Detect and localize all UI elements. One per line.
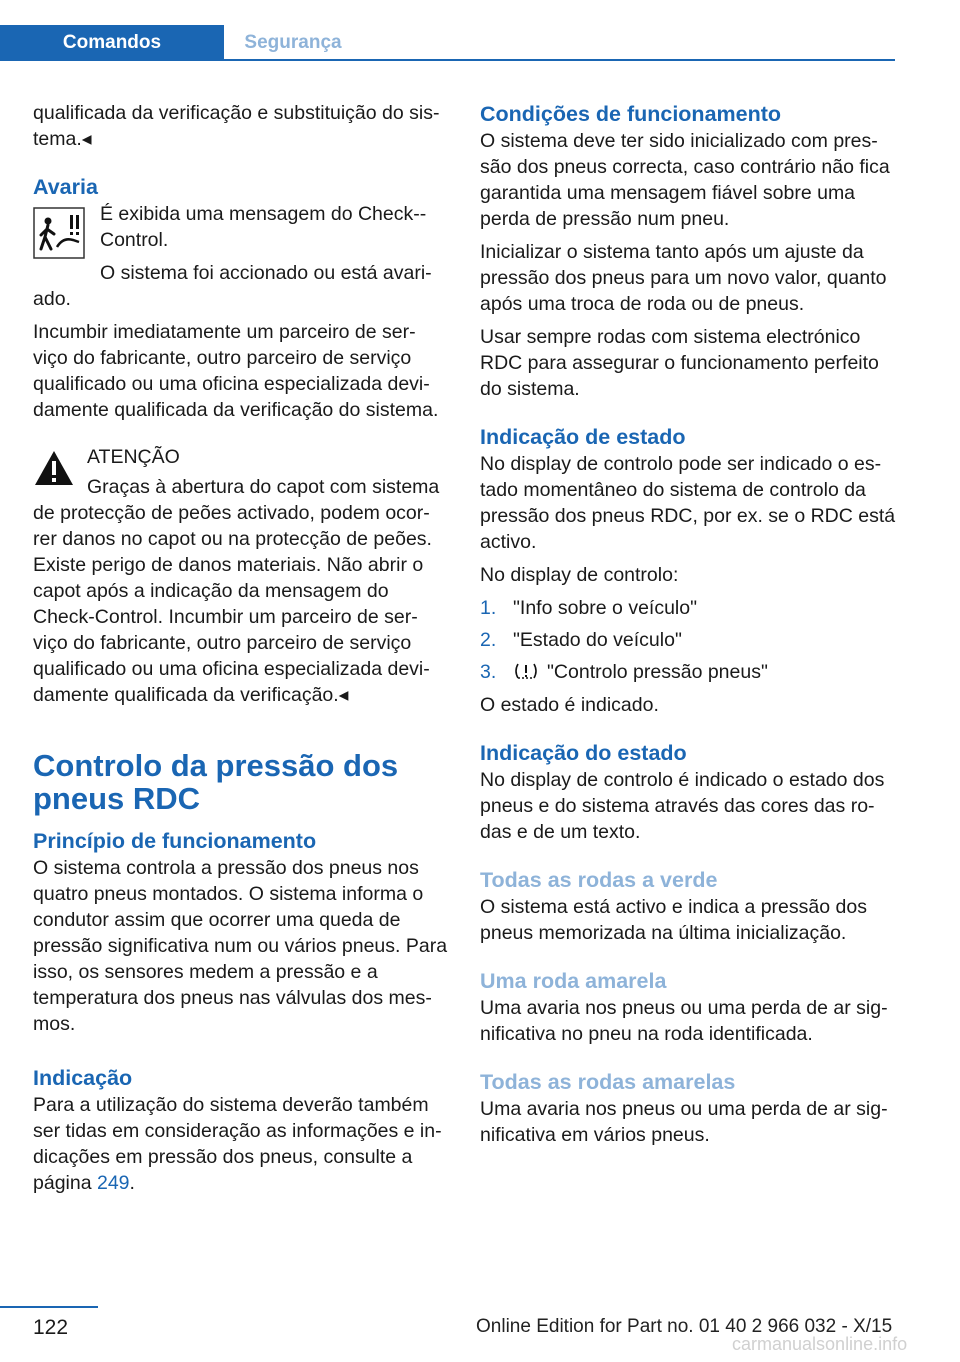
warning-text: Graças à abertura do capot com sistema de protecção de peões activado, podem ocor-rer danos no capot ou na protecção de peões. Existe perigo de danos materiais. Não abrir o capot após a indicação da mensagem do Check-Control. Incumbir um parceiro de ser-viço do fabricante, outro parceiro de serviço qualificado ou uma oficina especializada devi-damente qualificada da verificação.◂	[33, 476, 440, 706]
list-item: 1. "Info sobre o veículo"	[480, 597, 698, 619]
indicacao-text: Para a utilização do sistema deverão também ser tidas em consideração as informações e in-dicações em pressão dos pneus, consulte a página	[33, 1094, 442, 1194]
page-link[interactable]: 249	[96, 1172, 130, 1194]
estado-paragraph-1: No display de controlo pode ser indicado o es-tado momentâneo do sistema de controlo da pressão dos pneus RDC, por ex. se o RDC está activo.	[480, 453, 896, 553]
intro-paragraph: qualificada da verificação e substituição do sis-tema.◂	[33, 102, 440, 150]
condicoes-paragraph-3: Usar sempre rodas com sistema electrónico RDC para assegurar o funcionamento perfeito do sistema.	[480, 326, 879, 400]
amarela-text: Uma avaria nos pneus ou uma perda de ar sig-nificativa no pneu na roda identificada.	[480, 997, 888, 1045]
steps-list	[480, 595, 898, 685]
list-item: 2. "Estado do veículo"	[480, 629, 682, 651]
avaria-block	[33, 201, 448, 312]
principio-text: O sistema controla a pressão dos pneus nos quatro pneus montados. O sistema informa o condutor assim que ocorrer uma queda de pressão significativa num ou vários pneus. Para isso, os sensores medem a pressão e a temperatura dos pneus nas válvulas dos mes-mos.	[33, 857, 448, 1035]
verde-text: O sistema está activo e indica a pressão dos pneus memorizada na última inicialização.	[480, 896, 867, 944]
tire-pressure-icon	[513, 661, 539, 681]
right-column	[480, 100, 898, 1155]
condicoes-paragraph-1: O sistema deve ter sido inicializado com pres-são dos pneus correcta, caso contrário não fica garantida uma mensagem fiável sobre uma perda de pressão num pneu.	[480, 130, 890, 230]
amarelas-heading: Todas as rodas amarelas	[480, 1070, 736, 1094]
pedestrian-protection-icon	[33, 207, 85, 259]
verde-heading: Todas as rodas a verde	[480, 868, 718, 892]
tab-seguranca[interactable]: Segurança	[244, 32, 342, 53]
amarelas-text: Uma avaria nos pneus ou uma perda de ar sig-nificativa em vários pneus.	[480, 1098, 888, 1146]
avaria-paragraph-1: É exibida uma mensagem do Check--Control.	[100, 203, 427, 251]
do-estado-text: No display de controlo é indicado o estado dos pneus e do sistema através das cores das ro-das e de um texto.	[480, 769, 885, 843]
header-rule	[0, 59, 895, 61]
avaria-paragraph-2: O sistema foi accionado ou está avari-ado.	[33, 262, 432, 310]
warning-title: ATENÇÃO	[87, 446, 180, 468]
rdc-heading: Controlo da pressão dos pneus RDC	[33, 748, 399, 816]
tab-comandos[interactable]: Comandos	[0, 25, 224, 61]
do-estado-heading: Indicação do estado	[480, 741, 687, 765]
avaria-heading: Avaria	[33, 175, 98, 199]
warning-triangle-icon	[33, 449, 75, 487]
avaria-paragraph-3: Incumbir imediatamente um parceiro de ser-viço do fabricante, outro parceiro de serviço qualificado ou uma oficina especializada devi-damente qualificada da verificação do sistema.	[33, 321, 439, 421]
warning-block	[33, 444, 448, 708]
edition-text: Online Edition for Part no. 01 40 2 966 032 - X/15	[476, 1316, 893, 1337]
indicacao-paragraph: Para a utilização do sistema deverão também ser tidas em consideração as informações e in-dicações em pressão dos pneus, consulte a página 249.	[33, 1094, 442, 1194]
principio-heading: Princípio de funcionamento	[33, 829, 317, 853]
estado-paragraph-3: O estado é indicado.	[480, 694, 659, 716]
indicacao-heading: Indicação	[33, 1066, 133, 1090]
estado-paragraph-2: No display de controlo:	[480, 564, 679, 586]
left-column	[33, 100, 448, 1203]
amarela-heading: Uma roda amarela	[480, 969, 667, 993]
estado-heading: Indicação de estado	[480, 425, 686, 449]
page-number: 122	[33, 1316, 69, 1339]
header-tabs	[0, 25, 895, 61]
watermark: carmanualsonline.info	[732, 1334, 908, 1354]
condicoes-paragraph-2: Inicializar o sistema tanto após um ajuste da pressão dos pneus para um novo valor, quanto após uma troca de roda ou de pneus.	[480, 241, 887, 315]
list-item: 3. "Controlo pressão pneus"	[480, 661, 768, 683]
footer-rule	[0, 1306, 98, 1308]
condicoes-heading: Condições de funcionamento	[480, 102, 782, 126]
